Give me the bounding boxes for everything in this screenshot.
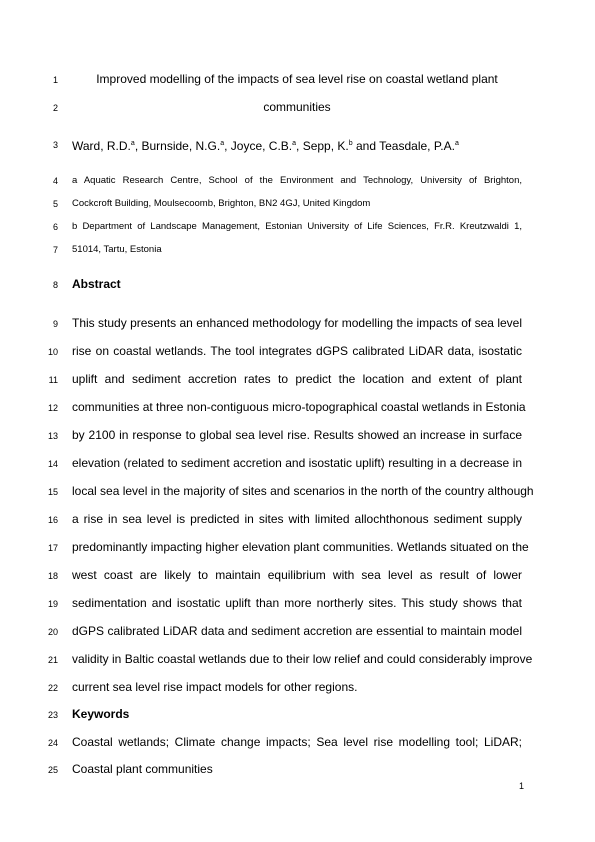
- abstract-line: current sea level rise impact models for other regions.: [72, 680, 358, 694]
- author-separator: ,: [296, 139, 303, 153]
- author-separator: and: [352, 139, 380, 153]
- abstract-line: by 2100 in response to global sea level rise. Results showed an increase in surface: [72, 428, 522, 442]
- affiliation-mark: b: [348, 140, 353, 147]
- line-number: 8: [52, 280, 58, 290]
- abstract-line: validity in Baltic coastal wetlands due to their low relief and could considerably improve: [72, 652, 533, 666]
- keywords-heading: Keywords: [72, 707, 130, 721]
- line-number: 25: [47, 765, 58, 775]
- abstract-line: sedimentation and isostatic uplift than more northerly sites. This study shows that: [72, 596, 522, 610]
- line-number: 12: [47, 403, 58, 413]
- author-name: Joyce, C.B.: [230, 139, 293, 153]
- abstract-line: rise on coastal wetlands. The tool integrates dGPS calibrated LiDAR data, isostatic: [72, 344, 522, 358]
- line-number: 22: [47, 683, 58, 693]
- author-name: Sepp, K.: [302, 139, 349, 153]
- affiliation-b-line1: b Department of Landscape Management, Estonian University of Life Sciences, Fr.R. Kreutzwaldi 1,: [72, 221, 522, 232]
- affiliation-mark: a: [220, 140, 225, 147]
- abstract-line: a rise in sea level is predicted in sites with limited allochthonous sediment supply: [72, 512, 522, 526]
- affiliation-mark: a: [454, 140, 459, 147]
- author-separator: ,: [224, 139, 231, 153]
- line-number: 10: [47, 347, 58, 357]
- abstract-line: local sea level in the majority of sites and scenarios in the north of the country although: [72, 484, 534, 498]
- line-number: 1: [52, 75, 58, 85]
- author-name: Teasdale, P.A.: [379, 139, 455, 153]
- author-name: Burnside, N.G.: [141, 139, 221, 153]
- line-number: 2: [52, 103, 58, 113]
- abstract-line: west coast are likely to maintain equilibrium with sea level as result of lower: [72, 568, 522, 582]
- affiliation-mark: a: [292, 140, 297, 147]
- line-number: 11: [48, 375, 58, 385]
- abstract-line: dGPS calibrated LiDAR data and sediment accretion are essential to maintain model: [72, 624, 522, 638]
- keywords-line2: Coastal plant communities: [72, 762, 213, 776]
- affiliation-mark: a: [130, 140, 135, 147]
- abstract-line: predominantly impacting higher elevation plant communities. Wetlands situated on the: [72, 540, 529, 554]
- abstract-line: communities at three non-contiguous micro-topographical coastal wetlands in Estonia: [72, 400, 526, 414]
- line-number: 4: [52, 176, 58, 186]
- line-number: 21: [47, 655, 58, 665]
- line-number: 20: [47, 627, 58, 637]
- line-number: 14: [47, 459, 58, 469]
- line-number: 18: [47, 571, 58, 581]
- line-number: 5: [52, 199, 58, 209]
- author-list: [72, 137, 522, 153]
- line-number: 13: [47, 431, 58, 441]
- abstract-heading: Abstract: [72, 277, 121, 291]
- keywords-line1: Coastal wetlands; Climate change impacts; Sea level rise modelling tool; LiDAR;: [72, 735, 522, 749]
- line-number: 6: [52, 222, 58, 232]
- line-number: 16: [47, 515, 58, 525]
- paper-title-line1: Improved modelling of the impacts of sea level rise on coastal wetland plant: [96, 72, 498, 86]
- abstract-line: This study presents an enhanced methodology for modelling the impacts of sea level: [72, 316, 522, 330]
- abstract-line: uplift and sediment accretion rates to predict the location and extent of plant: [72, 372, 522, 386]
- line-number: 15: [47, 487, 58, 497]
- paper-title-line2: communities: [263, 100, 331, 114]
- affiliation-a-line1: a Aquatic Research Centre, School of the Environment and Technology, University of Brighton,: [72, 175, 522, 186]
- author-separator: ,: [134, 139, 142, 153]
- line-number: 7: [52, 245, 58, 255]
- abstract-line: elevation (related to sediment accretion and isostatic uplift) resulting in a decrease in: [72, 456, 522, 470]
- affiliation-b-line2: 51014, Tartu, Estonia: [72, 244, 162, 255]
- line-number: 23: [47, 710, 58, 720]
- line-number: 17: [47, 543, 58, 553]
- line-number: 9: [52, 319, 58, 329]
- line-number: 24: [47, 738, 58, 748]
- line-number: 3: [52, 140, 58, 150]
- page-number: 1: [518, 781, 524, 791]
- author-name: Ward, R.D.: [72, 139, 131, 153]
- affiliation-a-line2: Cockcroft Building, Moulsecoomb, Brighton, BN2 4GJ, United Kingdom: [72, 198, 371, 209]
- line-number: 19: [47, 599, 58, 609]
